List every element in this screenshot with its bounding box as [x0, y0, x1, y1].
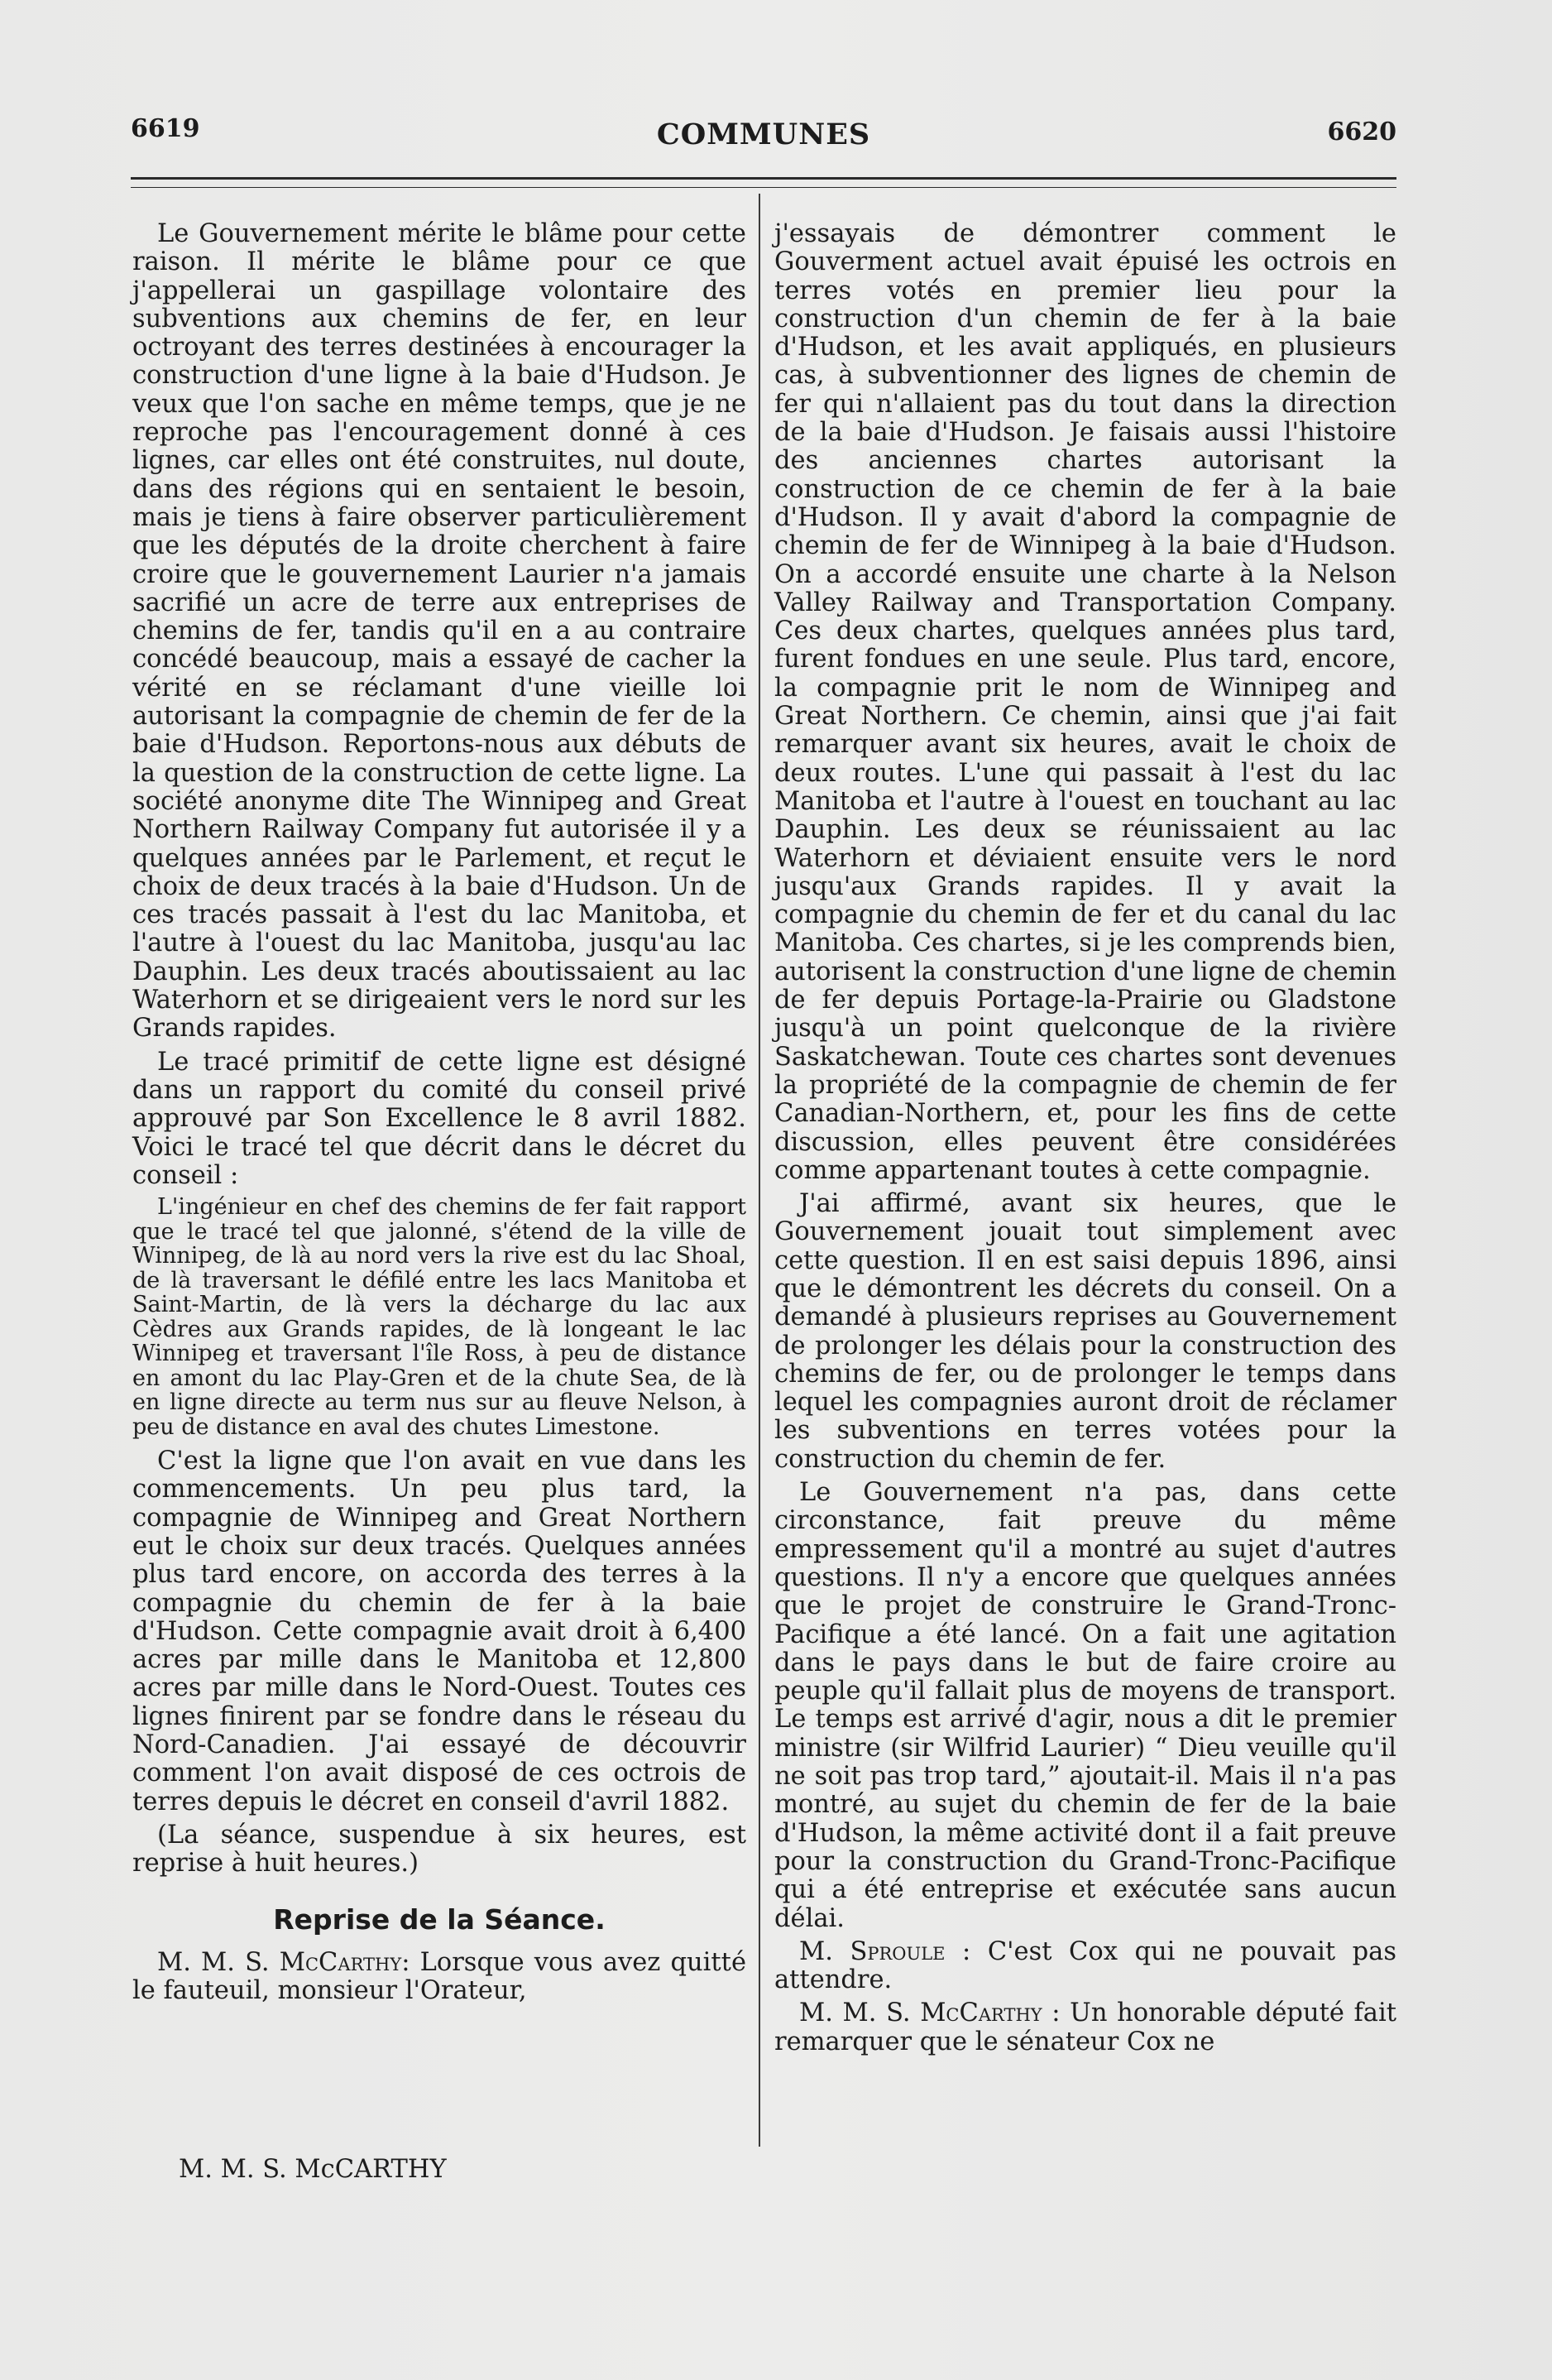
- paragraph: J'ai affirmé, avant six heures, que le Gouvernement jouait tout simplement avec cette question. Il en est saisi depuis 1896, ainsi que le démontrent les décrets du conseil. On a demandé à plusieurs reprises au Gouvernement de prolonger les délais pour la construction des chemins de fer, ou de prolonger le temps dans lequel les compagnies auront droit de réclamer les subventions en terres votées pour la construction du chemin de fer.: [774, 1189, 1396, 1474]
- paragraph: Le tracé primitif de cette ligne est désigné dans un rapport du comité du conseil privé approuvé par Son Excellence le 8 avril 1882. Voici le tracé tel que décrit dans le décret du conseil :: [132, 1047, 746, 1190]
- header-rule-thick: [131, 177, 1396, 180]
- paragraph: C'est la ligne que l'on avait en vue dans les commencements. Un peu plus tard, la compagnie de Winnipeg and Great Northern eut le choix sur deux tracés. Quelques années plus tard encore, on accorda des terres à la compagnie du chemin de fer à la baie d'Hudson. Cette compagnie avait droit à 6,400 acres par mille dans le Manitoba et 12,800 acres par mille dans le Nord-Ouest. Toutes ces lignes finirent par se fondre dans le réseau du Nord-Canadien. J'ai essayé de découvrir comment l'on avait disposé de ces octrois de terres depuis le décret en conseil d'avril 1882.: [132, 1447, 746, 1816]
- speech-text: Lorsque vous avez quitté le fauteuil, monsieur l'Orateur,: [132, 1947, 746, 2005]
- header-rule-thin: [131, 187, 1396, 188]
- speech-paragraph: [774, 1999, 1396, 2056]
- speaker-name: M. M. S. McCarthy :: [799, 1999, 1061, 2028]
- running-title: COMMUNES: [656, 118, 871, 151]
- speech-paragraph: [132, 1949, 746, 2006]
- page-header: [131, 114, 1396, 156]
- section-heading: Reprise de la Séance.: [273, 1903, 606, 1936]
- column-divider: [759, 194, 760, 2147]
- speech-paragraph: [774, 1938, 1396, 1995]
- paragraph: j'essayais de démontrer comment le Gouverment actuel avait épuisé les octrois en terres votés en premier lieu pour la construction d'un chemin de fer à la baie d'Hudson, et les avait appliqués, en plusieurs cas, à subventionner des lignes de chemin de fer qui n'allaient pas du tout dans la direction de la baie d'Hudson. Je faisais aussi l'histoire des anciennes chartes autorisant la construction de ce chemin de fer à la baie d'Hudson. Il y avait d'abord la compagnie de chemin de fer de Winnipeg à la baie d'Hudson. On a accordé ensuite une charte à la Nelson Valley Railway and Transportation Company. Ces deux chartes, quelques années plus tard, furent fondues en une seule. Plus tard, encore, la compagnie prit le nom de Winnipeg and Great Northern. Ce chemin, ainsi que j'ai fait remarquer avant six heures, avait le choix de deux routes. L'une qui passait à l'est du lac Manitoba et l'autre à l'ouest en touchant au lac Dauphin. Les deux se réunissaient au lac Waterhorn et déviaient ensuite vers le nord jusqu'aux Grands rapides. Il y avait la compagnie du chemin de fer et du canal du lac Manitoba. Ces chartes, si je les comprends bien, autorisent la construction d'une ligne de chemin de fer depuis Portage-la-Prairie ou Gladstone jusqu'à un point quelconque de la rivière Saskatchewan. Toute ces chartes sont devenues la propriété de la compagnie de chemin de fer Canadian-Northern, et, pour les fins de cette discussion, elles peuvent être considérées comme appartenant toutes à cette compagnie.: [774, 219, 1396, 1185]
- continuation-line: M. M. S. McCARTHY: [179, 2155, 447, 2184]
- speaker-name: M. Sproule :: [799, 1936, 971, 1966]
- block-quote: [132, 1195, 746, 1439]
- page-number-right: 6620: [1327, 118, 1396, 146]
- left-column: [132, 220, 746, 2010]
- speaker-name: M. M. S. McCarthy:: [157, 1947, 410, 1977]
- paragraph: (La séance, suspendue à six heures, est reprise à huit heures.): [132, 1820, 746, 1879]
- paragraph: Le Gouvernement mérite le blâme pour cette raison. Il mérite le blâme pour ce que j'appellerai un gaspillage volontaire des subventions aux chemins de fer, en leur octroyant des terres destinées à encourager la construction d'une ligne à la baie d'Hudson. Je veux que l'on sache en même temps, que je ne reproche pas l'encouragement donné à ces lignes, car elles ont été construites, nul doute, dans des régions qui en sentaient le besoin, mais je tiens à faire observer particulièrement que les députés de la droite cherchent à faire croire que le gouvernement Laurier n'a jamais sacrifié un acre de terre aux entreprises de chemins de fer, tandis qu'il en a au contraire concédé beaucoup, mais a essayé de cacher la vérité en se réclamant d'une vieille loi autorisant la compagnie de chemin de fer de la baie d'Hudson. Reportons-nous aux débuts de la question de la construction de cette ligne. La société anonyme dite The Winnipeg and Great Northern Railway Company fut autorisée il y a quelques années par le Parlement, et reçut le choix de deux tracés à la baie d'Hudson. Un de ces tracés passait à l'est du lac Manitoba, et l'autre à l'ouest du lac Manitoba, jusqu'au lac Dauphin. Les deux tracés aboutissaient au lac Waterhorn et se dirigeaient vers le nord sur les Grands rapides.: [132, 219, 746, 1044]
- quoted-text: L'ingénieur en chef des chemins de fer fait rapport que le tracé tel que jalonné, s'étend de la ville de Winnipeg, de là au nord vers la rive est du lac Shoal, de là traversant le défilé entre les lacs Manitoba et Saint-Martin, de là vers la décharge du lac aux Cèdres aux Grands rapides, de là longeant le lac Winnipeg et traversant l'île Ross, à peu de distance en amont du lac Play-Gren et de la chute Sea, de là en ligne directe au term nus sur au fleuve Nelson, à peu de distance en aval des chutes Limestone.: [132, 1194, 746, 1440]
- paragraph: Le Gouvernement n'a pas, dans cette circonstance, fait preuve du même empressement qu'il a montré au sujet d'autres questions. Il n'y a encore que quelques années que le projet de construire le Grand-Tronc-Pacifique a été lancé. On a fait une agitation dans le pays dans le but de faire croire au peuple qu'il fallait plus de moyens de transport. Le temps est arrivé d'agir, nous a dit le premier ministre (sir Wilfrid Laurier) “ Dieu veuille qu'il ne soit pas trop tard,” ajoutait-il. Mais il n'a pas montré, au sujet du chemin de fer de la baie d'Hudson, la même activité dont il a fait preuve pour la construction du Grand-Tronc-Pacifique qui a été entreprise et exécutée sans aucun délai.: [774, 1478, 1396, 1933]
- speech-text: Un honorable député fait remarquer que le sénateur Cox ne: [774, 1999, 1396, 2056]
- speech-text: C'est Cox qui ne pouvait pas attendre.: [774, 1936, 1396, 1995]
- page-number-left: 6619: [131, 114, 200, 143]
- right-column: [774, 220, 1396, 2061]
